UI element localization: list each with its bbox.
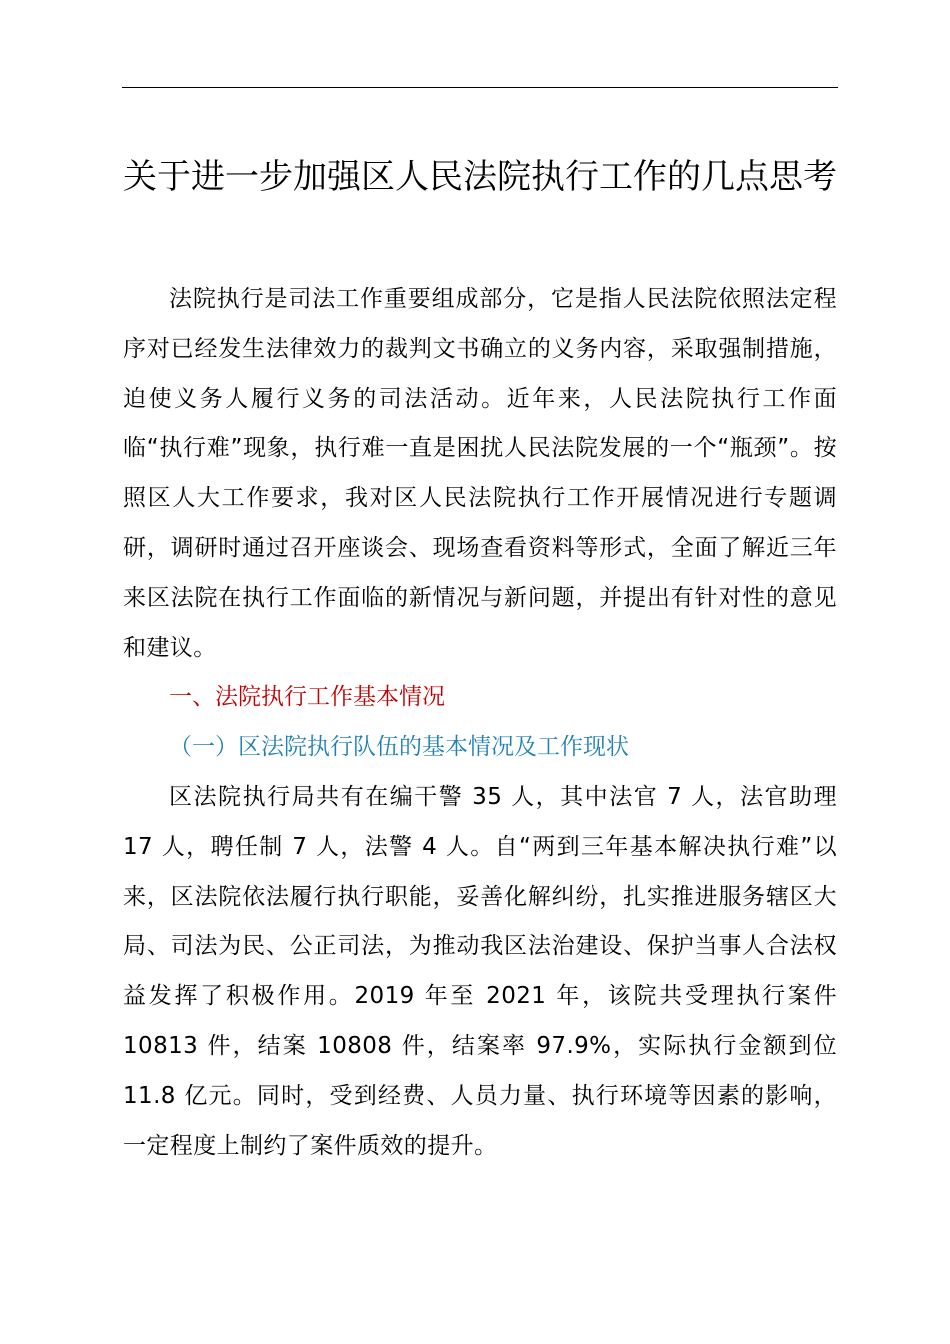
section-1-paragraph: 区法院执行局共有在编干警 35 人，其中法官 7 人，法官助理 17 人，聘任制 7 人，法警 4 人。自“两到三年基本解决执行难”以来，区法院依法履行执行职能，妥善化解纠纷，扎实推进服务辖区大局、司法为民、公正司法，为推动我区法治建设、保护当事人合法权益发挥了积极作用。2019 年至 2021 年，该院共受理执行案件 10813 件，结案 10808 件，结案率 97.9%，实际执行金额到位 11.8 亿元。同时，受到经费、人员力量、执行环境等因素的影响，一定程度上制约了案件质效的提升。 — [123, 783, 837, 1159]
document-body — [123, 275, 837, 1171]
header-rule — [122, 87, 838, 88]
subsection-heading-1: （一）区法院执行队伍的基本情况及工作现状 — [169, 734, 629, 761]
section-heading-1: 一、法院执行工作基本情况 — [169, 684, 445, 711]
document-title: 关于进一步加强区人民法院执行工作的几点思考 — [123, 157, 837, 197]
intro-paragraph: 法院执行是司法工作重要组成部分，它是指人民法院依照法定程序对已经发生法律效力的裁判文书确立的义务内容，采取强制措施，迫使义务人履行义务的司法活动。近年来，人民法院执行工作面临“执行难”现象，执行难一直是困扰人民法院发展的一个“瓶颈”。按照区人大工作要求，我对区人民法院执行工作开展情况进行专题调研，调研时通过召开座谈会、现场查看资料等形式，全面了解近三年来区法院在执行工作面临的新情况与新问题，并提出有针对性的意见和建议。 — [123, 286, 837, 661]
